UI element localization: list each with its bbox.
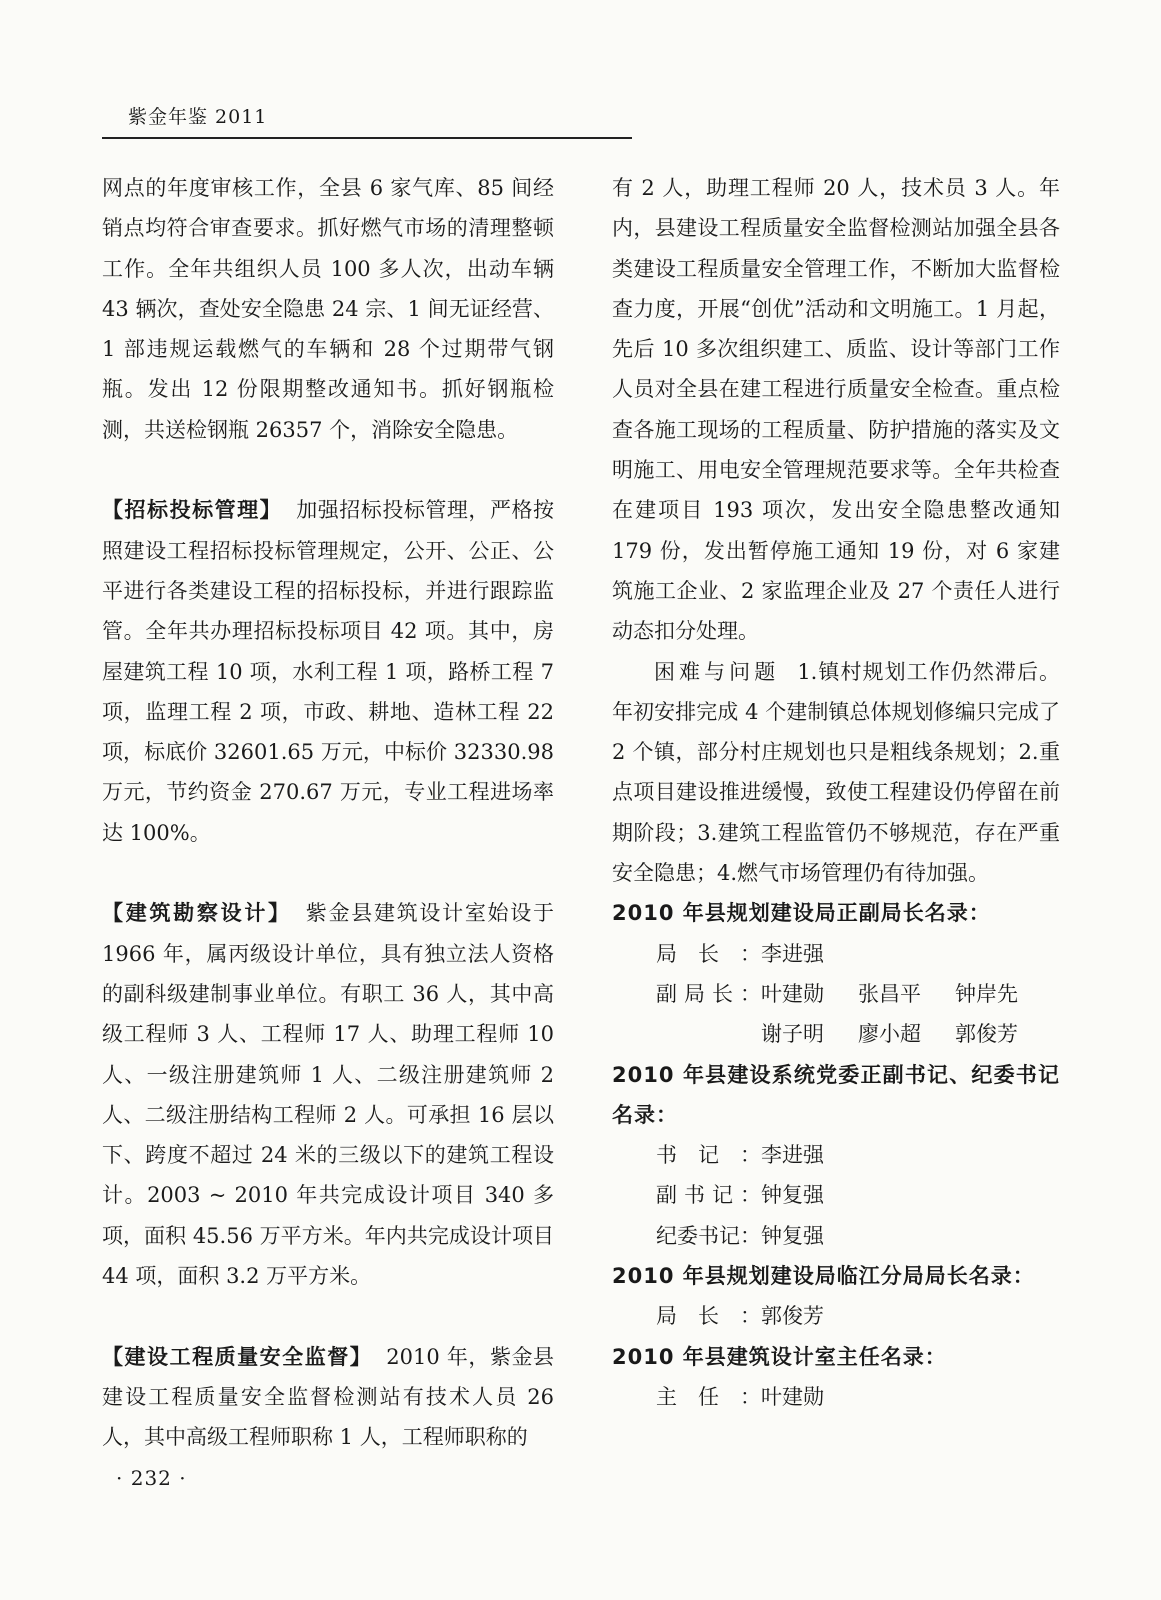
paragraph-quality-safety-cont: 有 2 人，助理工程师 20 人，技术员 3 人。年内，县建设工程质量安全监督检测站加强全县各类建设工程质量安全管理工作，不断加大监督检查力度，开展“创优”活动和文明施工。1 月起，先后 10 多次组织建工、质监、设计等部门工作人员对全县在建工程进行质量安全检查。重点检查各施工现场的工程质量、防护措施的落实及文明施工、用电安全管理规范要求等。全年共检查在建项目 193 项次，发出安全隐患整改通知 179 份，发出暂停施工通知 19 份，对 6 家建筑施工企业、2 家监理企业及 27 个责任人进行动态扣分处理。 <box>612 176 1060 644</box>
roster-name: 钟复强 <box>761 1183 824 1208</box>
roster-title-design-office: 2010 年县建筑设计室主任名录： <box>612 1344 947 1369</box>
roster-row <box>612 1135 1060 1175</box>
section-body-problems: 1.镇村规划工作仍然滞后。年初安排完成 4 个建制镇总体规划修编只完成了 2 个镇，部分村庄规划也只是粗线条规划；2.重点项目建设推进缓慢，致使工程建设仍停留在前期阶段；3.建筑工程监管仍不够规范，存在严重安全隐患；4.燃气市场管理仍有待加强。 <box>612 659 1061 886</box>
roster-row <box>612 1014 1060 1054</box>
roster-row <box>612 1216 1060 1256</box>
roster-role: 纪委书记： <box>656 1223 761 1248</box>
roster-row <box>612 1377 1060 1417</box>
section-heading-problems: 困难与问题 <box>654 659 780 684</box>
section-heading-quality-safety: 【建设工程质量安全监督】 <box>102 1344 373 1369</box>
roster-name: 郭俊芳 <box>955 1022 1018 1047</box>
section-body-quality-safety: 2010 年，紫金县建设工程质量安全监督检测站有技术人员 26 人，其中高级工程师职称 1 人，工程师职称的 <box>102 1344 554 1450</box>
roster-name: 钟复强 <box>761 1223 824 1248</box>
roster-row <box>612 934 1060 974</box>
roster-name: 张昌平 <box>858 981 921 1006</box>
roster-row <box>612 1175 1060 1215</box>
roster-name: 李进强 <box>761 1143 824 1168</box>
section-quality-safety <box>102 1337 554 1458</box>
roster-row <box>612 974 1060 1014</box>
section-design <box>102 893 554 1296</box>
roster-role: 副书记： <box>656 1183 761 1208</box>
roster-title-planning-bureau: 2010 年县规划建设局正副局长名录： <box>612 901 991 926</box>
running-head: 紫金年鉴 2011 <box>128 106 268 128</box>
left-column <box>102 168 554 1458</box>
roster-row <box>612 1296 1060 1336</box>
roster-role: 副局长： <box>656 981 761 1006</box>
roster-name: 钟岸先 <box>955 981 1018 1006</box>
section-bidding <box>102 490 554 853</box>
paragraph-gas-inspection: 网点的年度审核工作，全县 6 家气库、85 间经销点均符合审查要求。抓好燃气市场的清理整顿工作。全年共组织人员 100 多人次，出动车辆 43 辆次，查处安全隐患 24 宗、1 间无证经营、1 部违规运载燃气的车辆和 28 个过期带气钢瓶。发出 12 份限期整改通知书。抓好钢瓶检测，共送检钢瓶 26357 个，消除安全隐患。 <box>102 176 554 442</box>
right-column <box>612 168 1060 1417</box>
roster-name: 叶建勋 <box>761 981 824 1006</box>
roster-name: 李进强 <box>761 941 824 966</box>
roster-role: 书记： <box>656 1143 761 1168</box>
section-body-design: 紫金县建筑设计室始设于 1966 年，属丙级设计单位，具有独立法人资格的副科级建制事业单位。有职工 36 人，其中高级工程师 3 人、工程师 17 人、助理工程师 10 人、一级注册建筑师 1 人、二级注册建筑师 2 人、二级注册结构工程师 2 人。可承担 16 层以下、跨度不超过 24 米的三级以下的建筑工程设计。2003 ~ 2010 年共完成设计项目 340 多项，面积 45.56 万平方米。年内共完成设计项目 44 项，面积 3.2 万平方米。 <box>102 901 555 1289</box>
roster-role: 主任： <box>656 1384 761 1409</box>
roster-title-party-committee: 2010 年县建设系统党委正副书记、纪委书记名录： <box>612 1062 1060 1127</box>
roster-name: 叶建勋 <box>761 1384 824 1409</box>
header-rule <box>102 137 632 139</box>
section-heading-design: 【建筑勘察设计】 <box>102 901 292 926</box>
section-heading-bidding: 【招标投标管理】 <box>102 498 283 523</box>
page-number: · 232 · <box>116 1466 187 1490</box>
roster-role: 局长： <box>656 941 761 966</box>
roster-name: 廖小超 <box>858 1022 921 1047</box>
roster-name: 郭俊芳 <box>761 1304 824 1329</box>
section-body-bidding: 加强招标投标管理，严格按照建设工程招标投标管理规定，公开、公正、公平进行各类建设工程的招标投标，并进行跟踪监管。全年共办理招标投标项目 42 项。其中，房屋建筑工程 10 项，水利工程 1 项，路桥工程 7 项，监理工程 2 项，市政、耕地、造林工程 22 项，标底价 32601.65 万元，中标价 32330.98 万元，节约资金 270.67 万元，专业工程进场率达 100%。 <box>102 498 555 845</box>
section-problems <box>612 652 1060 894</box>
roster-name: 谢子明 <box>761 1022 824 1047</box>
roster-role: 局长： <box>656 1304 761 1329</box>
roster-title-linjiang-branch: 2010 年县规划建设局临江分局局长名录： <box>612 1264 1035 1289</box>
